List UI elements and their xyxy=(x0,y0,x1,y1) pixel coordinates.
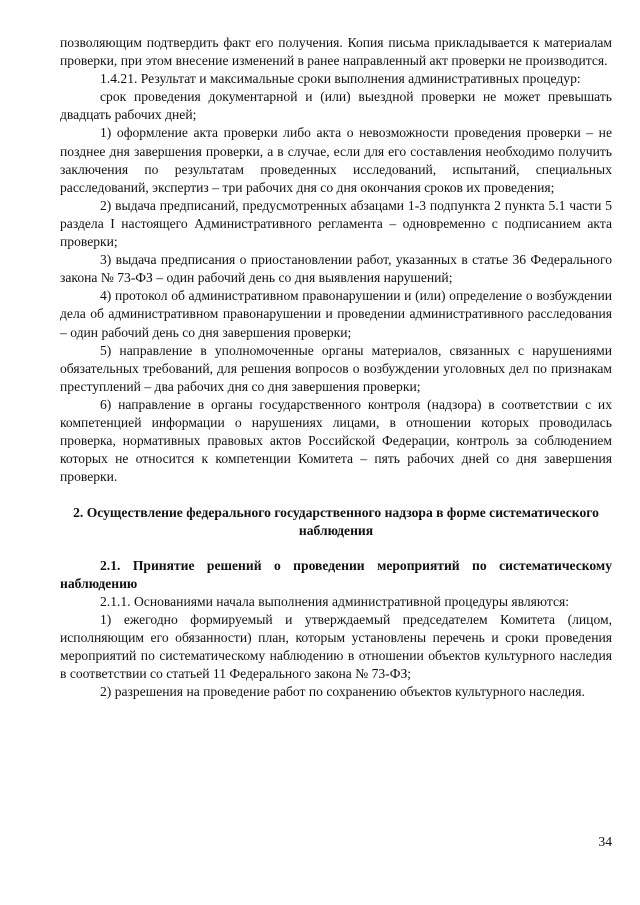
list-item-basis-2: 2) разрешения на проведение работ по сохранению объектов культурного наследия. xyxy=(100,684,585,700)
section-heading: 2. Осуществление федерального государственного надзора в форме систематического наблюдения xyxy=(73,505,599,539)
paragraph-clause-1-4-21: 1.4.21. Результат и максимальные сроки выполнения административных процедур: xyxy=(100,71,581,87)
list-item-5: 5) направление в уполномоченные органы материалов, связанных с нарушениями обязательных требований, для решения вопросов о возбуждении уголовных дел по признакам преступлений – два рабочих дня со дня завершения проверки; xyxy=(60,342,612,394)
list-item-basis-1: 1) ежегодно формируемый и утверждаемый председателем Комитета (лицом, исполняющим его обязанности) план, которым установлены перечень и сроки проведения мероприятий по систематическому наблюдению в отношении объектов культурного наследия в соответствии со статьей 11 Федерального закона № 73-ФЗ; xyxy=(60,611,612,682)
list-item-2: 2) выдача предписаний, предусмотренных абзацами 1-3 подпункта 2 пункта 5.1 части 5 раздела I настоящего Административного регламента – одновременно с подписанием акта проверки; xyxy=(60,197,612,250)
list-item-1: 1) оформление акта проверки либо акта о невозможности проведения проверки – не позднее дня завершения проверки, а в случае, если для его составления необходимо получить заключения по результатам проведенных исследований, испытаний, специальных расследований, экспертиз – три рабочих дня со дня окончания сроков их проведения; xyxy=(60,125,612,195)
list-item-4: 4) протокол об административном правонарушении и (или) определение о возбуждении дела об административном правонарушении и проведении административного расследования – один рабочий день со дня завершения проверки; xyxy=(60,288,612,340)
paragraph-continuation: позволяющим подтвердить факт его получения. Копия письма прикладывается к материалам проверки, при этом внесение изменений в ранее направленный акт проверки не производится. xyxy=(60,35,612,69)
list-item-6: 6) направление в органы государственного контроля (надзора) в соответствии с их компетенцией информации о нарушениях лицами, в отношении которых проводилась проверка, нормативных правовых актов Российской Федерации, контроль за соблюдением которых не относится к компетенции Комитета – пять рабочих дней со дня завершения проверки. xyxy=(60,396,612,485)
paragraph-clause-2-1-1: 2.1.1. Основаниями начала выполнения административной процедуры являются: xyxy=(100,593,570,609)
spacer xyxy=(60,541,612,557)
list-item-3: 3) выдача предписания о приостановлении работ, указанных в статье 36 Федерального закона № 73-ФЗ – один рабочий день со дня выявления нарушений; xyxy=(60,252,612,286)
subsection-heading: 2.1. Принятие решений о проведении мероприятий по систематическому наблюдению xyxy=(60,557,612,591)
document-page xyxy=(60,34,612,701)
spacer xyxy=(60,486,612,504)
paragraph-inspection-term: срок проведения документарной и (или) выездной проверки не может превышать двадцать рабочих дней; xyxy=(60,89,612,123)
page-number: 34 xyxy=(598,834,612,849)
